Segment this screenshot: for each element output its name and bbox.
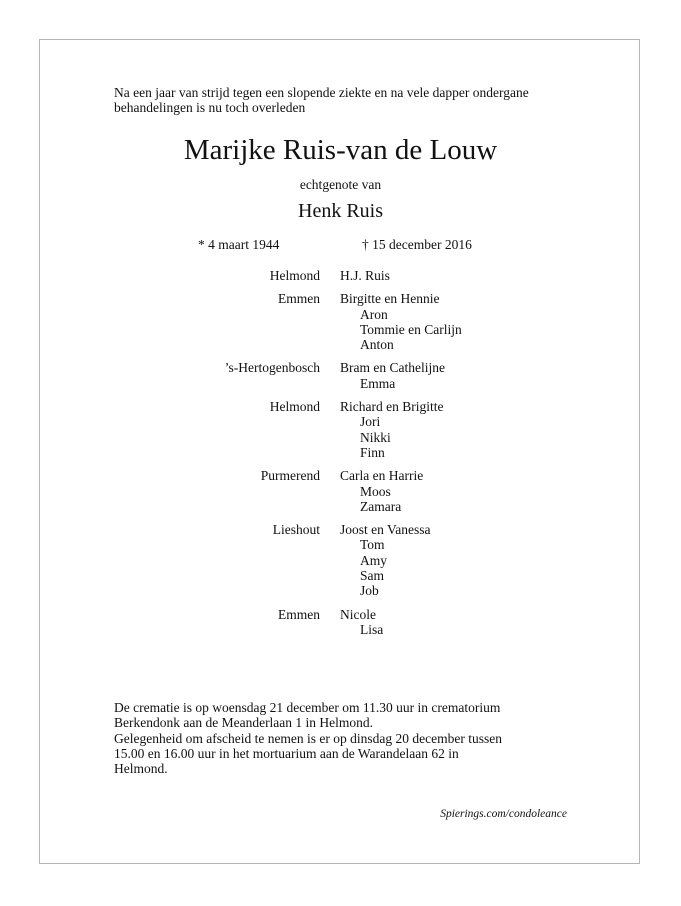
family-group xyxy=(0,522,681,598)
family-child: Aron xyxy=(360,306,388,322)
family-group xyxy=(0,468,681,514)
family-child: Anton xyxy=(360,337,394,353)
deceased-name: Marijke Ruis-van de Louw xyxy=(183,134,498,166)
family-child: Tom xyxy=(360,537,385,553)
birth-date: * 4 maart 1944 xyxy=(198,237,280,252)
family-list xyxy=(0,268,681,645)
family-head: Carla en Harrie xyxy=(340,468,424,484)
family-child: Tommie en Carlijn xyxy=(360,321,462,337)
family-head: H.J. Ruis xyxy=(340,268,390,283)
family-head: Bram en Cathelijne xyxy=(340,360,445,376)
family-child: Job xyxy=(360,583,379,599)
family-place: Emmen xyxy=(278,291,320,307)
family-head: Birgitte en Hennie xyxy=(340,291,440,307)
family-place: Helmond xyxy=(269,268,320,283)
condolence-link[interactable]: Spierings.com/condoleance xyxy=(440,808,567,820)
family-child: Nikki xyxy=(360,429,391,445)
ceremony-line: De crematie is op woensdag 21 december om 11.30 uur in crematorium xyxy=(114,700,501,715)
family-child: Finn xyxy=(360,444,385,460)
ceremony-info xyxy=(114,700,574,776)
family-child: Lisa xyxy=(360,621,384,637)
ceremony-line: 15.00 en 16.00 uur in het mortuarium aan de Warandelaan 62 in xyxy=(114,745,459,761)
spouse-name: Henk Ruis xyxy=(298,200,383,222)
family-group xyxy=(0,399,681,460)
family-place: Lieshout xyxy=(272,522,320,538)
family-head: Richard en Brigitte xyxy=(340,399,444,415)
ceremony-line: Helmond. xyxy=(114,761,168,777)
family-group xyxy=(0,360,681,391)
family-child: Moos xyxy=(360,483,391,499)
intro-text: Na een jaar van strijd tegen een slopende ziekte en na vele dapper ondergane behandelingen is nu toch overleden xyxy=(114,85,529,115)
family-place: Purmerend xyxy=(260,468,320,484)
spouse-label: echtgenote van xyxy=(299,177,382,192)
family-group xyxy=(0,607,681,638)
family-place: Emmen xyxy=(278,606,320,622)
family-child: Zamara xyxy=(360,498,402,514)
death-date: † 15 december 2016 xyxy=(362,237,472,252)
family-child: Amy xyxy=(360,552,387,568)
family-head: Joost en Vanessa xyxy=(340,522,431,538)
family-head: Nicole xyxy=(340,606,376,622)
ceremony-line: Gelegenheid om afscheid te nemen is er op dinsdag 20 december tussen xyxy=(114,730,502,746)
family-child: Emma xyxy=(360,375,396,391)
family-child: Jori xyxy=(360,414,381,430)
ceremony-line: Berkendonk aan de Meanderlaan 1 in Helmond. xyxy=(114,715,374,731)
family-child: Sam xyxy=(360,568,385,584)
family-place: Helmond xyxy=(269,399,320,415)
family-place: ’s-Hertogenbosch xyxy=(224,360,320,376)
family-group xyxy=(0,291,681,352)
family-group xyxy=(0,268,681,283)
